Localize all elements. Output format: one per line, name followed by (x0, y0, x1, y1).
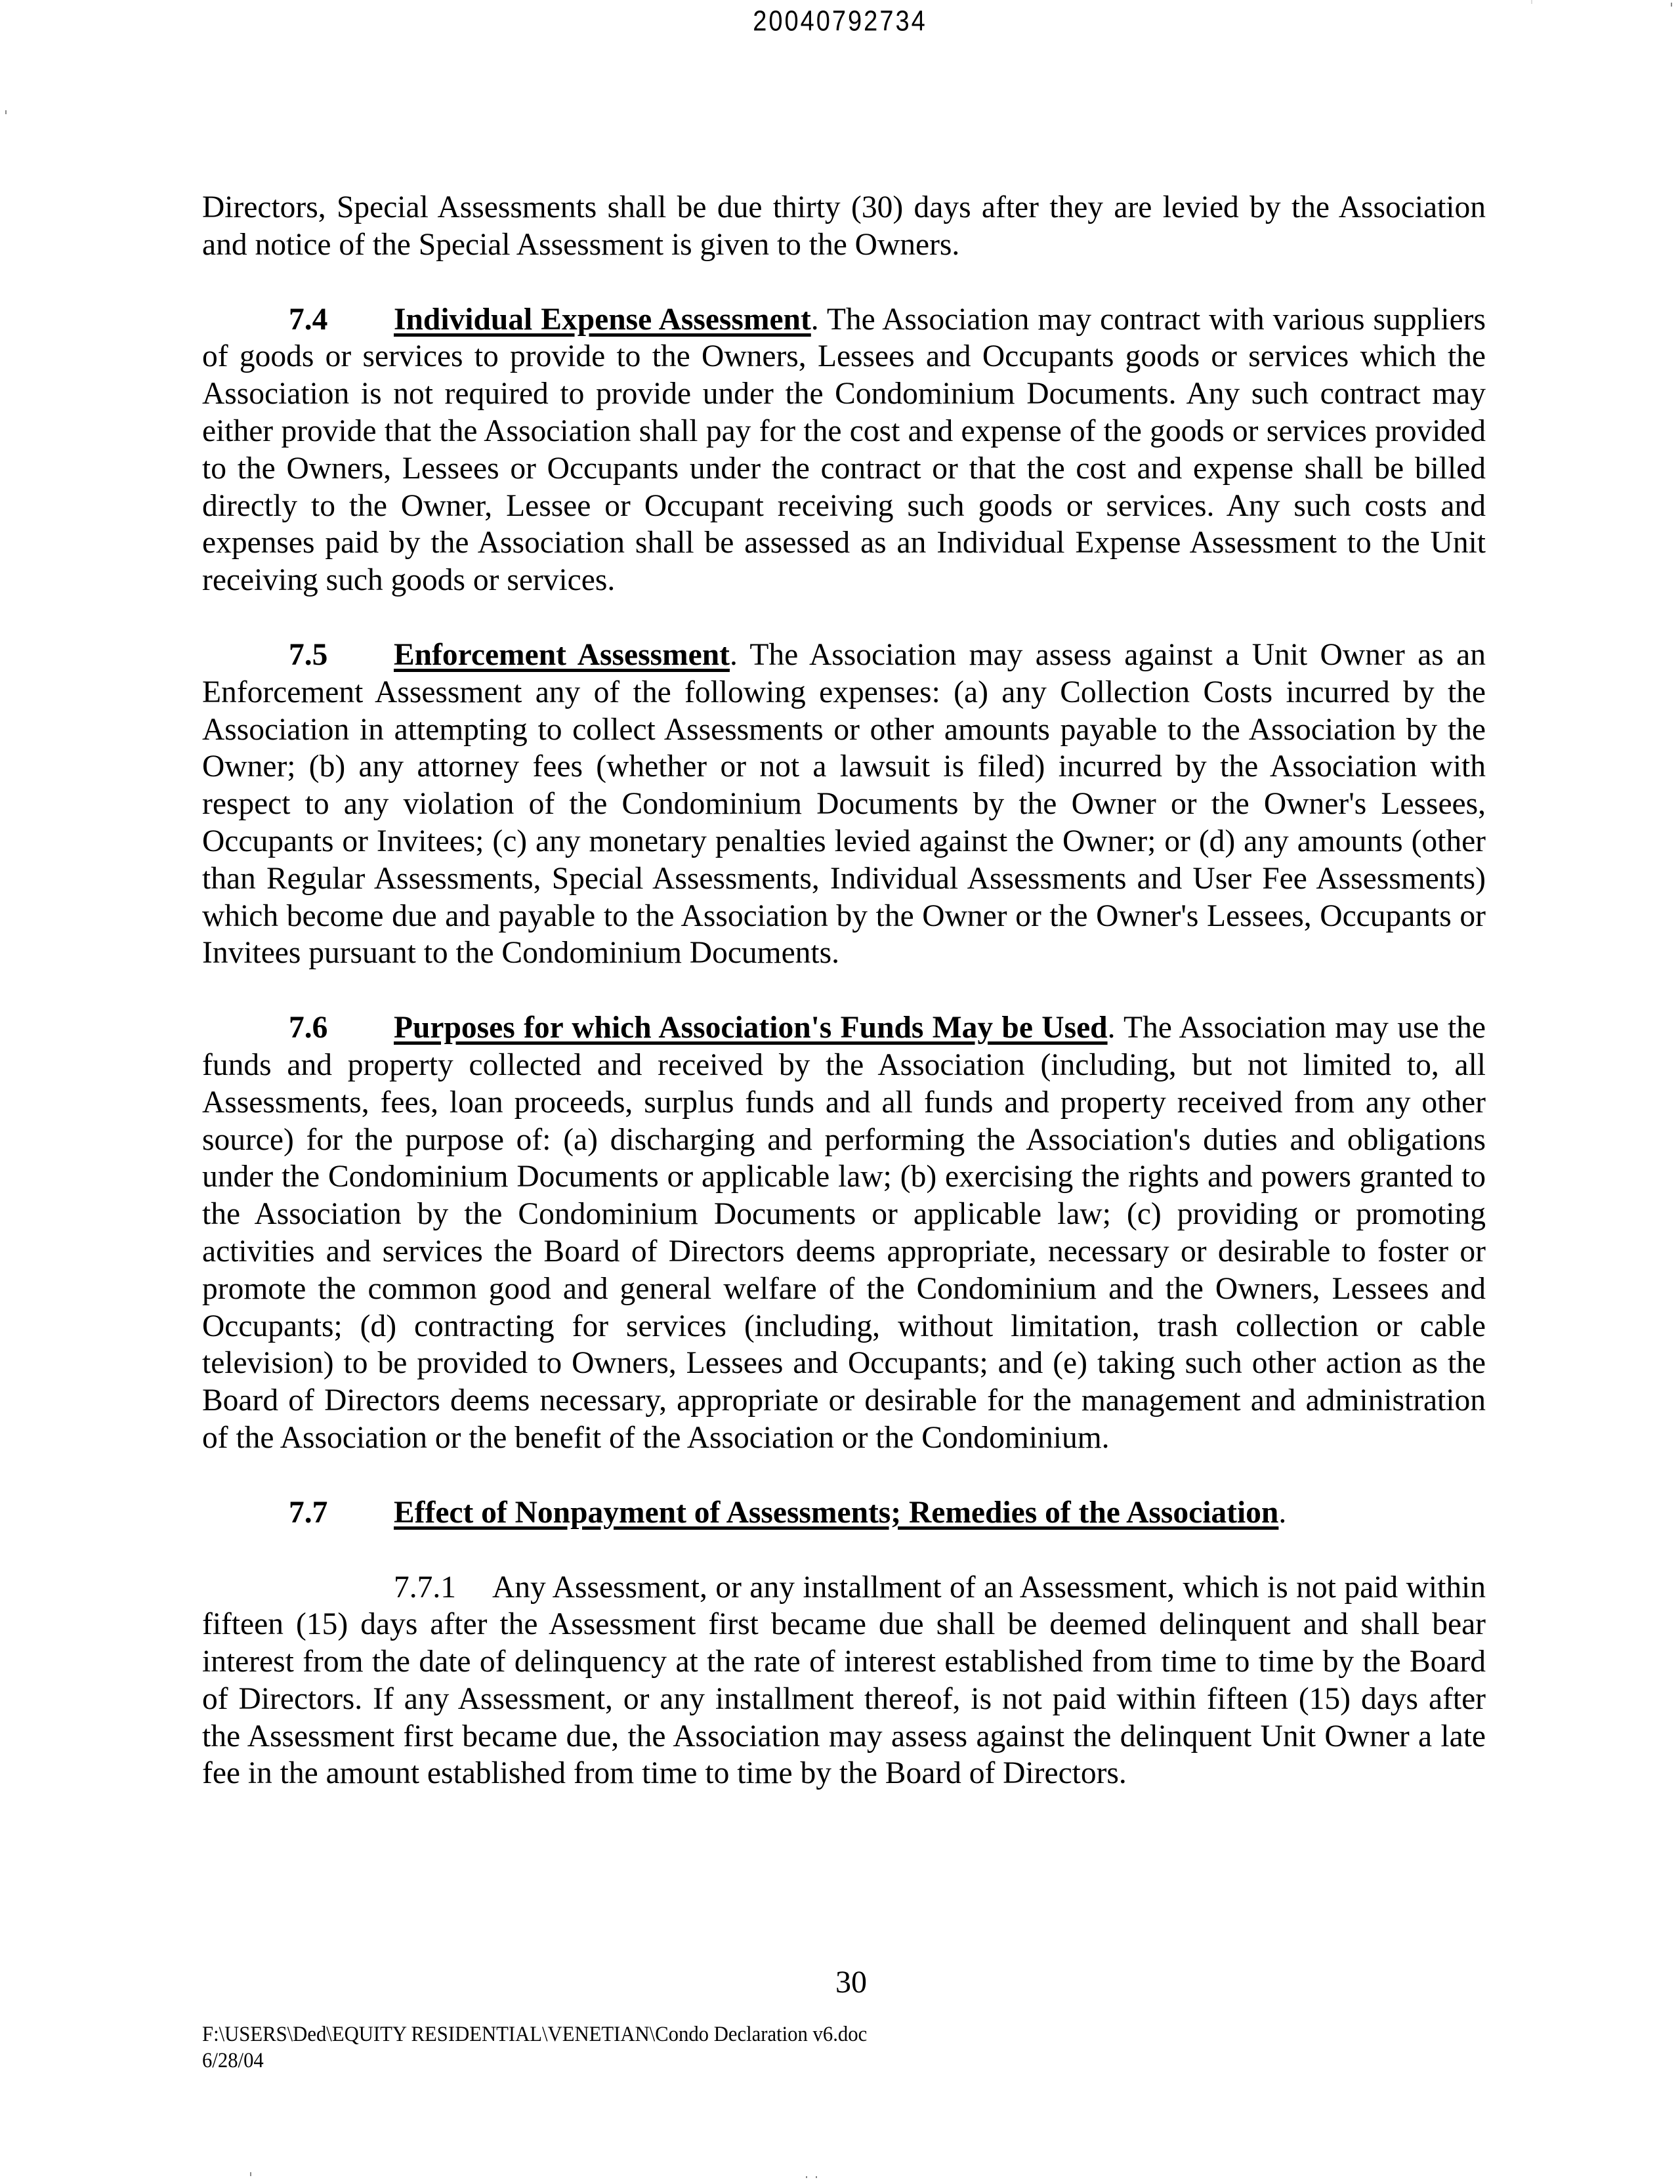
scan-artifact (5, 110, 7, 114)
subsection-number: 7.7.1 (394, 1570, 456, 1605)
section-number: 7.7 (289, 1495, 328, 1530)
section-7-7-1 (202, 1569, 1486, 1793)
scan-artifact (806, 2176, 807, 2178)
section-heading: Enforcement Assessment (394, 637, 730, 672)
section-trailing: . (1278, 1495, 1287, 1530)
section-text: . The Association may assess against a Unit Owner as an Enforcement Assessment any of the following expenses: (a) any Collection Costs incurred by the Association in attempting to collect Assessments or other amounts payable to the Association by the Owner; (b) any attorney fees (whether or not a lawsuit is filed) incurred by the Association with respect to any violation of the Condominium Documents by the Owner or the Owner's Lessees, Occupants or Invitees; (c) any monetary penalties levied against the Owner; or (d) any amounts (other than Regular Assessments, Special Assessments, Individual Assessments and User Fee Assessments) which become due and payable to the Association by the Owner or the Owner's Lessees, Occupants or Invitees pursuant to the Condominium Documents. (202, 637, 1486, 971)
scan-artifact (816, 2176, 817, 2178)
spacer (202, 599, 1486, 637)
footer (202, 2021, 867, 2074)
section-text: . The Association may contract with various suppliers of goods or services to provide to the Owners, Lessees and Occupants goods or services which the Association is not required to provide under the Condominium Documents. Any such contract may either provide that the Association shall pay for the cost and expense of the goods or services provided to the Owners, Lessees or Occupants under the contract or that the cost and expense shall be billed directly to the Owner, Lessee or Occupant receiving such goods or services. Any such costs and expenses paid by the Association shall be assessed as an Individual Expense Assessment to the Unit receiving such goods or services. (202, 302, 1486, 598)
spacer (202, 1532, 1486, 1569)
file-path: F:\USERS\Ded\EQUITY RESIDENTIAL\VENETIAN\Condo Declaration v6.doc (202, 2023, 868, 2046)
spacer (202, 264, 1486, 301)
footer-date: 6/28/04 (202, 2049, 264, 2072)
subsection-text: Any Assessment, or any installment of an Assessment, which is not paid within fifteen (15) days after the Assessment first became due shall be deemed delinquent and shall bear interest from the date of delinquency at the rate of interest established from time to time by the Board of Directors. If any Assessment, or any installment thereof, is not paid within fifteen (15) days after the Assessment first became due, the Association may assess against the delinquent Unit Owner a late fee in the amount established from time to time by the Board of Directors. (202, 1570, 1486, 1791)
section-heading: Effect of Nonpayment of Assessments; Remedies of the Association (394, 1495, 1279, 1530)
document-number: 20040792734 (753, 5, 927, 38)
section-7-5 (202, 637, 1486, 972)
section-7-7 (202, 1494, 1486, 1532)
scan-artifact (1671, 3, 1672, 7)
spacer (202, 972, 1486, 1009)
section-heading: Purposes for which Association's Funds May be Used (394, 1011, 1108, 1045)
scan-artifact (250, 2172, 251, 2176)
section-7-6 (202, 1009, 1486, 1457)
section-number: 7.5 (289, 637, 328, 672)
section-heading: Individual Expense Assessment (394, 302, 811, 337)
scan-artifact (1531, 0, 1532, 4)
page-number: 30 (835, 1965, 867, 2000)
section-text: . The Association may use the funds and property collected and received by the Association (including, but not limited to, all Assessments, fees, loan proceeds, surplus funds and all funds and property received from any other source) for the purpose of: (a) discharging and performing the Association's duties and obligations under the Condominium Documents or applicable law; (b) exercising the rights and powers granted to the Association by the Condominium Documents or applicable law; (c) providing or promoting activities and services the Board of Directors deems appropriate, necessary or desirable to foster or promote the common good and general welfare of the Condominium and the Owners, Lessees and Occupants; (d) contracting for services (including, without limitation, trash collection or cable television) to be provided to Owners, Lessees and Occupants; and (e) taking such other action as the Board of Directors deems necessary, appropriate or desirable for the management and administration of the Association or the benefit of the Association or the Condominium. (202, 1011, 1486, 1455)
section-7-4 (202, 301, 1486, 599)
document-body (202, 189, 1486, 1792)
section-number: 7.6 (289, 1011, 328, 1045)
paragraph-continuation: Directors, Special Assessments shall be due thirty (30) days after they are levied by the Association and notice of the Special Assessment is given to the Owners. (202, 190, 1486, 262)
spacer (202, 1457, 1486, 1494)
section-number: 7.4 (289, 302, 328, 337)
